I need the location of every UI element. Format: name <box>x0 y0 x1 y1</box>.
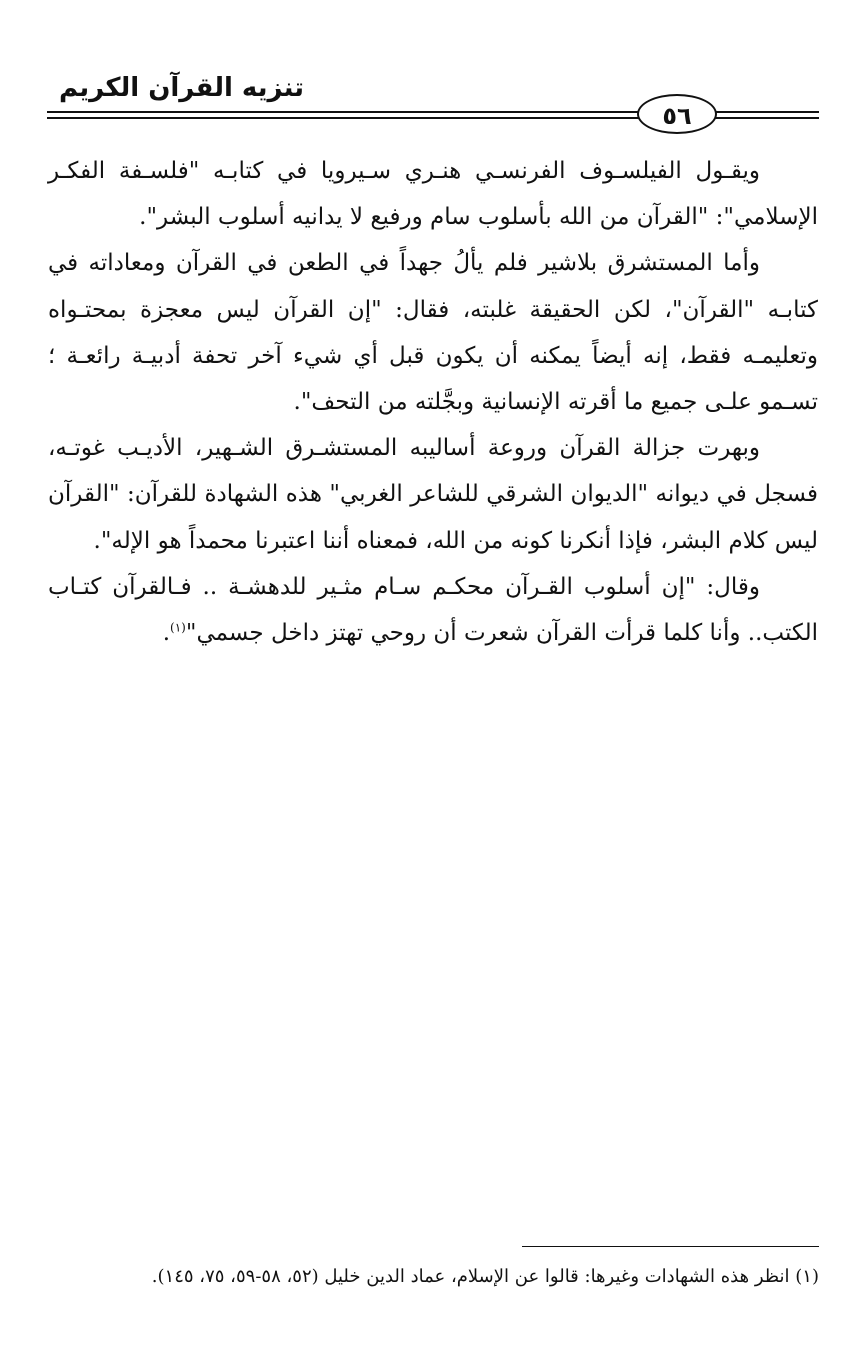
body-text <box>48 148 818 656</box>
paragraph-3: وبهرت جزالة القرآن وروعة أساليبه المستشـرق الشـهير، الأديـب غوتـه، فسجل في ديوانه "الديوان الشرقي للشاعر الغربي" هذه الشهادة للقرآن: "القرآن ليس كلام البشر، فإذا أنكرنا كونه من الله، فمعناه أننا اعتبرنا محمداً هو الإله". <box>48 435 818 554</box>
page-number: ٥٦ <box>637 94 717 134</box>
footnote-reference[interactable]: (١) <box>170 620 186 635</box>
paragraph-1: ويقـول الفيلسـوف الفرنسـي هنـري سـيرويا في كتابـه "فلسـفة الفكـر الإسلامي": "القرآن من الله بأسلوب سام ورفيع لا يدانيه أسلوب البشر". <box>48 158 818 231</box>
paragraph-4 <box>48 564 818 656</box>
paragraph-4-end-punctuation: . <box>162 620 171 647</box>
footnote: (١) انظر هذه الشهادات وغيرها: قالوا عن الإسلام، عماد الدين خليل (٥٢، ٥٨-٥٩، ٧٥، ١٤٥). <box>151 1266 819 1287</box>
footnote-separator <box>522 1246 819 1247</box>
running-header-title: تنزيه القرآن الكريم <box>59 73 304 103</box>
paragraph-4-text: وقال: "إن أسلوب القـرآن محكـم سـام مثـير للدهشـة .. فـالقرآن كتـاب الكتب.. وأنا كلما قرأت القرآن شعرت أن روحي تهتز داخل جسمي" <box>48 573 818 647</box>
paragraph-2: وأما المستشرق بلاشير فلم يألُ جهداً في الطعن في القرآن ومعاداته في كتابـه "القرآن"، لكن الحقيقة غلبته، فقال: "إن القرآن ليس معجزة بمحتـواه وتعليمـه فقط، إنه أيضاً يمكنه أن يكون قبل أي شيء آخر تحفة أدبيـة رائعـة ؛ تسـمو علـى جميع ما أقرته الإنسانية وبجَّلته من التحف". <box>48 250 818 416</box>
